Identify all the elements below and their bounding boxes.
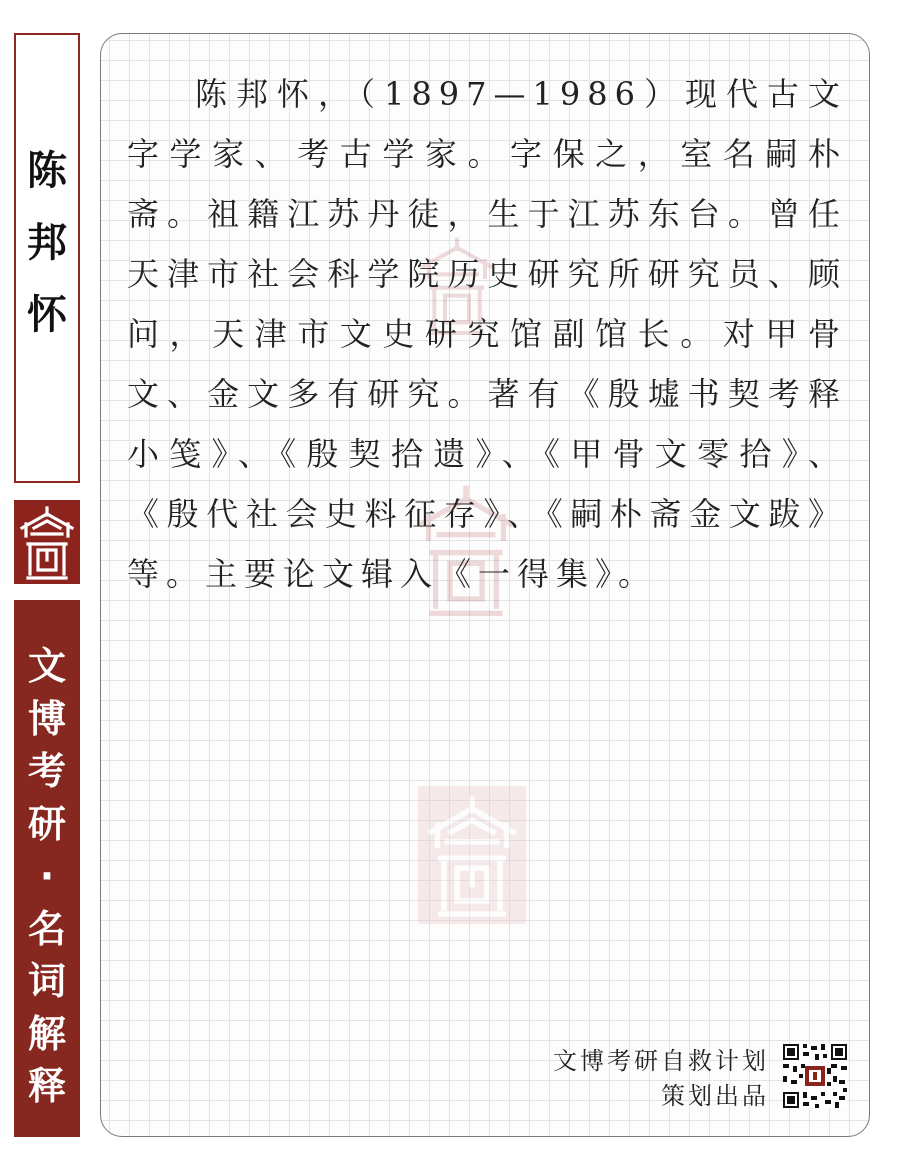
series-char: 研 bbox=[27, 801, 66, 846]
grid-paper bbox=[100, 33, 870, 1137]
series-char: 博 bbox=[27, 696, 66, 741]
qr-code-icon bbox=[783, 1044, 847, 1108]
seal-watermark-icon bbox=[413, 786, 531, 924]
term-char: 怀 bbox=[27, 292, 67, 338]
series-char: 名 bbox=[27, 906, 66, 951]
title-box bbox=[14, 33, 80, 483]
series-box bbox=[14, 600, 80, 1137]
series-char: 词 bbox=[27, 959, 66, 1004]
series-char: 考 bbox=[27, 749, 66, 794]
series-char: · bbox=[39, 854, 55, 899]
series-char: 解 bbox=[27, 1011, 66, 1056]
article-body: 陈邦怀，（1897—1986）现代古文字学家、考古学家。字保之，室名嗣朴斋。祖籍江苏丹徒，生于江苏东台。曾任天津市社会科学院历史研究所研究员、顾问，天津市文史研究馆副馆长。对甲骨文、金文多有研究。著有《殷墟书契考释小笺》、《殷契拾遗》、《甲骨文零拾》、《殷代社会史料征存》、《嗣朴斋金文跋》等。主要论文辑入《一得集》。 bbox=[127, 75, 847, 593]
term-char: 陈 bbox=[27, 148, 67, 194]
seal-stamp-icon bbox=[14, 500, 80, 584]
series-title bbox=[14, 640, 80, 1113]
term-char: 邦 bbox=[27, 220, 67, 266]
credit-line: 文博考研自救计划 bbox=[553, 1047, 769, 1075]
series-char: 文 bbox=[27, 644, 66, 689]
term-title bbox=[16, 135, 78, 351]
credit-line: 策划出品 bbox=[661, 1082, 769, 1110]
series-char: 释 bbox=[27, 1064, 66, 1109]
